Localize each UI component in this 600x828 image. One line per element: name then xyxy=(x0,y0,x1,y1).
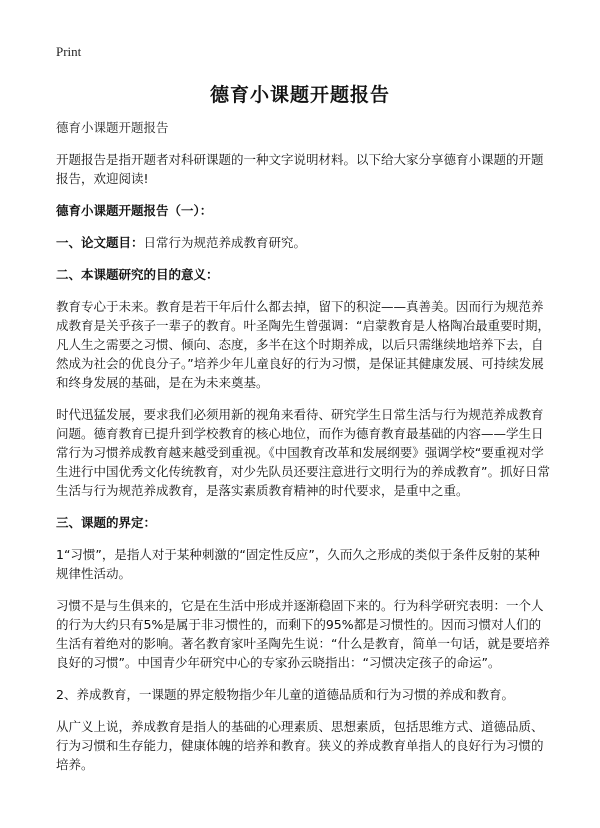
topic-line xyxy=(56,233,552,252)
purpose-heading: 二、本课题研究的目的意义： xyxy=(56,267,219,282)
definition-heading: 三、课题的界定： xyxy=(56,515,157,530)
definition-paragraph-1: 1“习惯”，是指人对于某种刺激的“固定性反应”，久而久之形成的类似于条件反射的某种规律性活动。 xyxy=(56,547,540,581)
topic-value: 日常行为规范养成教育研究。 xyxy=(143,235,307,250)
purpose-paragraph-1: 教育专心于未来。教育是若干年后什么都去掉，留下的积淀——真善美。因而行为规范养成教育是关乎孩子一辈子的教育。叶圣陶先生曾强调：“启蒙教育是人格陶冶最重要时期，凡人生之需要之习惯、倾向、态度，多半在这个时期养成，以后只需继续地培养下去，自然成为社会的优良分子。”培养少年儿童良好的行为习惯，是保证其健康发展、可持续发展和终身发展的基础，是在为未来奠基。 xyxy=(56,299,550,390)
definition-paragraph-2: 习惯不是与生俱来的，它是在生活中形成并逐渐稳固下来的。行为科学研究表明：一个人的行为大约只有5%是属于非习惯性的，而剩下的95%都是习惯性的。因而习惯对人们的生活有着绝对的影响。著名教育家叶圣陶先生说：“什么是教育，简单一句话，就是要培养良好的习惯”。中国青少年研究中心的专家孙云晓指出：“习惯决定孩子的命运”。 xyxy=(56,598,550,670)
definition-paragraph-3: 2、养成教育，一课题的界定般物指少年儿童的道德品质和行为习惯的养成和教育。 xyxy=(56,687,514,702)
document-subtitle: 德育小课题开题报告 xyxy=(56,120,169,135)
section-heading: 德育小课题开题报告（一）： xyxy=(56,203,213,218)
document-title: 德育小课题开题报告 xyxy=(209,84,390,106)
purpose-paragraph-2: 时代迅猛发展，要求我们必须用新的视角来看待、研究学生日常生活与行为规范养成教育问题。德育教育已提升到学校教育的核心地位，而作为德育教育最基础的内容——学生日常行为习惯养成教育越来越受到重视。《中国教育改革和发展纲要》强调学校“要重视对学生进行中国优秀文化传统教育，对少先队员还要注意进行文明行为的养成教育”。抓好日常生活与行为规范养成教育，是落实素质教育精神的时代要求，是重中之重。 xyxy=(56,407,550,498)
definition-paragraph-4: 从广义上说，养成教育是指人的基础的心理素质、思想素质，包括思维方式、道德品质、行为习惯和生存能力，健康体魄的培养和教育。狭义的养成教育单指人的良好行为习惯的培养。 xyxy=(56,719,544,772)
print-link[interactable]: Print xyxy=(56,44,82,59)
document-body xyxy=(56,118,552,787)
intro-paragraph: 开题报告是指开题者对科研课题的一种文字说明材料。以下给大家分享德育小课题的开题报告，欢迎阅读! xyxy=(56,152,544,186)
topic-label: 一、论文题目： xyxy=(56,235,144,250)
